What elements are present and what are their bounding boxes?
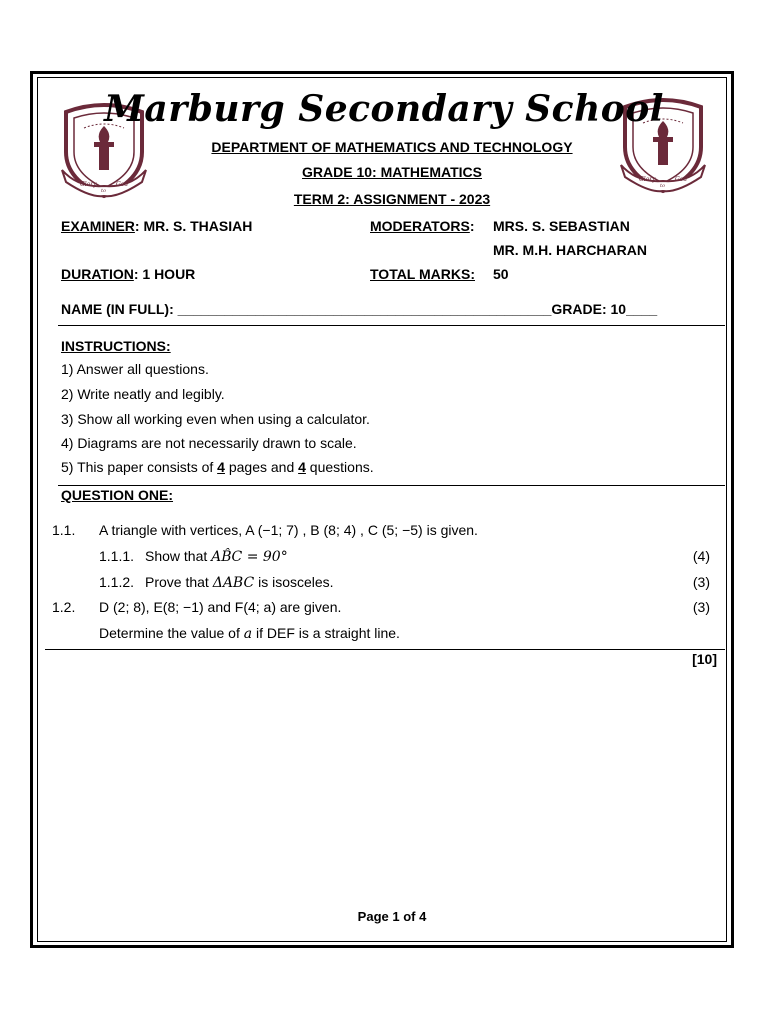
divider-2 xyxy=(58,485,725,486)
crest-motto-2: to xyxy=(101,188,107,194)
grade-subject-title: GRADE 10: MATHEMATICS xyxy=(302,164,482,180)
moderator-2: MR. M.H. HARCHARAN xyxy=(493,242,647,258)
department-title: DEPARTMENT OF MATHEMATICS AND TECHNOLOGY xyxy=(211,139,573,155)
instructions-heading: INSTRUCTIONS: xyxy=(61,338,171,354)
crest-motto-3: God xyxy=(116,181,129,188)
grade-blank[interactable]: ____ xyxy=(626,301,658,317)
name-label: NAME (IN FULL): xyxy=(61,301,174,317)
term-title: TERM 2: ASSIGNMENT - 2023 xyxy=(293,191,491,207)
question-one-heading: QUESTION ONE: xyxy=(61,487,174,503)
q1-2-line2: Determine the value of a if DEF is a straight line. xyxy=(99,625,400,642)
crest-motto-1: Glory xyxy=(80,181,97,188)
question-one-total: [10] xyxy=(692,651,717,667)
name-field[interactable] xyxy=(61,301,657,317)
crest-motto-1: Glory xyxy=(639,176,656,183)
q1-2-text: D (2; 8), E(8; −1) and F(4; a) are given. xyxy=(99,599,342,615)
q1-1-number: 1.1. xyxy=(52,522,76,538)
q1-2-marks: (3) xyxy=(692,599,710,615)
divider-1 xyxy=(58,325,725,326)
duration-line: DURATION: 1 HOUR xyxy=(61,266,196,282)
instruction-item: 3) Show all working even when using a calculator. xyxy=(61,411,370,427)
crest-motto-2: to xyxy=(660,183,666,189)
total-marks-value: 50 xyxy=(493,266,509,282)
grade-label: GRADE: 10 xyxy=(551,301,627,317)
q1-1-1-number: 1.1.1. xyxy=(99,548,135,564)
total-marks-label: TOTAL MARKS: xyxy=(370,266,475,282)
q1-1-text: A triangle with vertices, A (−1; 7) , B (8; 4) , C (5; −5) is given. xyxy=(99,522,478,538)
divider-3 xyxy=(45,649,725,650)
instruction-item: 5) This paper consists of 4 pages and 4 questions. xyxy=(61,459,374,475)
name-blank[interactable]: ________________________________________________ xyxy=(177,301,552,317)
examiner-line: EXAMINER: MR. S. THASIAH xyxy=(61,218,253,234)
crest-motto-3: God xyxy=(675,176,688,183)
moderators-line: MODERATORS: xyxy=(370,218,475,234)
school-name: Marburg Secondary School xyxy=(104,88,664,130)
q1-1-1-marks: (4) xyxy=(692,548,710,564)
instruction-item: 2) Write neatly and legibly. xyxy=(61,386,225,402)
q1-1-2-marks: (3) xyxy=(692,574,710,590)
instruction-item: 4) Diagrams are not necessarily drawn to scale. xyxy=(61,435,357,451)
moderator-1: MRS. S. SEBASTIAN xyxy=(493,218,630,234)
q1-1-2-number: 1.1.2. xyxy=(99,574,135,590)
q1-1-1-text: Show that AB̂C = 90° xyxy=(145,548,288,565)
page-number: Page 1 of 4 xyxy=(357,909,427,924)
q1-1-2-text: Prove that ΔABC is isosceles. xyxy=(145,574,334,591)
q1-2-number: 1.2. xyxy=(52,599,76,615)
instruction-item: 1) Answer all questions. xyxy=(61,361,209,377)
